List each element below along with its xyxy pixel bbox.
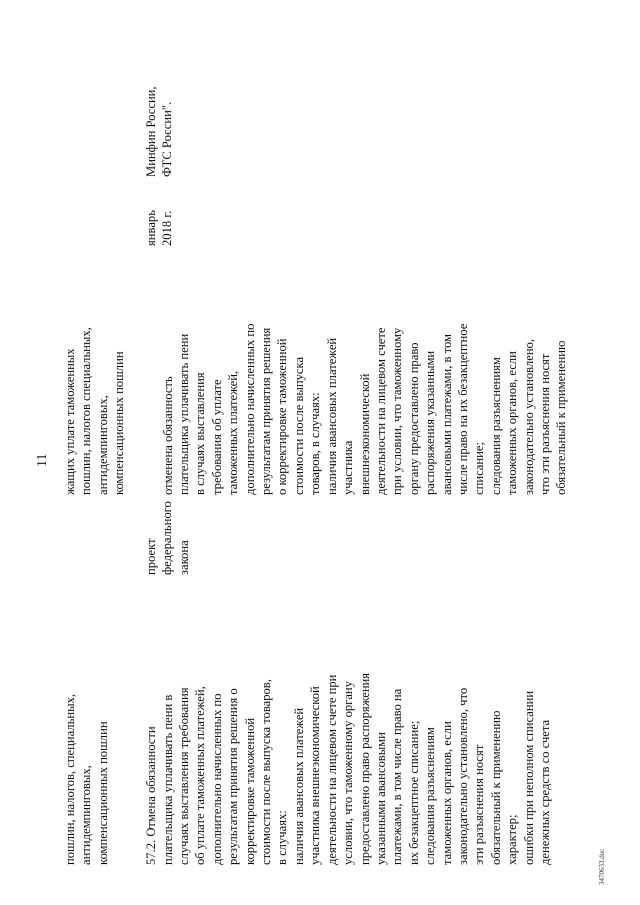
text-line: компенсационных пошлин bbox=[95, 721, 110, 865]
text-line: деятельности на лицевом счете bbox=[373, 327, 388, 495]
text-line: законодательно установлено, bbox=[521, 338, 536, 495]
text-line: требования об уплате bbox=[209, 379, 224, 495]
document-type-column bbox=[143, 485, 192, 575]
text-line: плательщика уплачивать пени bbox=[177, 333, 192, 495]
text-line: дополнительно начисленных по bbox=[209, 693, 224, 865]
text-line: антидемпинговых, bbox=[95, 395, 110, 495]
text-line: результатам принятия решения о bbox=[226, 688, 241, 865]
text-line: предоставлено право распоряжения bbox=[357, 672, 372, 865]
text-line: условии, что таможенному органу bbox=[341, 681, 356, 865]
text-line: денежных средств со счета bbox=[537, 719, 552, 865]
text-line: случаях выставления требования bbox=[177, 687, 192, 865]
text-line: стоимости после выпуска bbox=[291, 356, 306, 495]
text-line: характер; bbox=[505, 814, 520, 865]
text-line: товаров, в случаях: bbox=[308, 392, 323, 495]
text-line: наличия авансовых платежей bbox=[291, 707, 306, 865]
text-line: ошибки при неполном списании bbox=[521, 690, 536, 865]
text-line: таможенных органов, если bbox=[505, 351, 520, 495]
text-line: пошлин, налогов, специальных, bbox=[63, 694, 77, 865]
text-line: пошлин, налогов специальных, bbox=[79, 327, 94, 495]
row-gap bbox=[111, 565, 143, 865]
text-line: дополнительно начисленных по bbox=[242, 323, 257, 495]
text-line: корректировке таможенной bbox=[242, 717, 257, 865]
text-line: закона bbox=[176, 540, 191, 575]
text-line: их безакцептное списание; bbox=[406, 720, 421, 865]
text-line: об уплате таможенных платежей, bbox=[193, 686, 208, 865]
text-line: о корректировке таможенной bbox=[275, 338, 290, 495]
text-line: федерального bbox=[160, 501, 175, 575]
text-line: числе право на их безакцептное bbox=[455, 323, 470, 495]
text-line: в случаях выставления bbox=[193, 372, 208, 495]
text-line: плательщика уплачивать пени в bbox=[160, 694, 175, 865]
text-line: указанными авансовыми bbox=[373, 732, 388, 865]
text-line: распоряжения указанными bbox=[423, 350, 438, 495]
text-line: органу предоставлено право bbox=[406, 342, 421, 495]
text-line: списание; bbox=[472, 442, 487, 495]
text-line: внешнеэкономической bbox=[357, 373, 372, 495]
text-line: наличия авансовых платежей bbox=[324, 337, 339, 495]
text-line: что эти разъяснения носят bbox=[537, 353, 552, 495]
text-line: эти разъяснения носят bbox=[472, 744, 487, 865]
page-number: 11 bbox=[35, 453, 50, 467]
text-line: отменена обязанность bbox=[160, 376, 175, 495]
text-line: антидемпинговых, bbox=[79, 765, 94, 865]
text-line: следования разъяснениям bbox=[488, 357, 503, 495]
text-line: участника bbox=[341, 440, 356, 495]
text-line: стоимости после выпуска товаров, bbox=[259, 679, 274, 865]
text-line: платежами, в том числе право на bbox=[390, 688, 405, 865]
responsible-column bbox=[143, 67, 176, 177]
measure-description-column bbox=[62, 565, 553, 865]
text-line: при условии, что таможенному bbox=[390, 327, 405, 495]
text-line: 2018 г. bbox=[160, 210, 175, 246]
text-line: проект bbox=[144, 538, 158, 575]
text-line: таможенных платежей, bbox=[226, 370, 241, 495]
deadline-column bbox=[143, 176, 176, 246]
expected-result-column bbox=[62, 255, 570, 495]
text-line: в случаях: bbox=[275, 810, 290, 865]
text-line: результатам принятия решения bbox=[259, 327, 274, 495]
text-line: участника внешнеэкономической bbox=[308, 686, 323, 865]
text-line: законодательно установлено, что bbox=[455, 687, 470, 865]
text-line: жащих уплате таможенных bbox=[63, 348, 77, 495]
text-line: деятельности на лицевом счете при bbox=[324, 674, 339, 865]
document-filename: 3470633.doc bbox=[598, 848, 606, 885]
text-line: Минфин России, bbox=[144, 86, 158, 177]
text-line: 57.2. Отмена обязанности bbox=[144, 726, 159, 865]
text-line: следования разъяснениям bbox=[423, 727, 438, 865]
text-line: январь bbox=[144, 210, 158, 246]
text-line: ФТС России". bbox=[160, 101, 175, 177]
text-line: авансовыми платежами, в том bbox=[439, 334, 454, 495]
text-line: компенсационных пошлин bbox=[112, 351, 127, 495]
text-line: обязательный к применению bbox=[488, 710, 503, 865]
row-gap bbox=[128, 255, 160, 495]
text-line: обязательный к применению bbox=[554, 340, 569, 495]
text-line: таможенных органов, если bbox=[439, 721, 454, 865]
